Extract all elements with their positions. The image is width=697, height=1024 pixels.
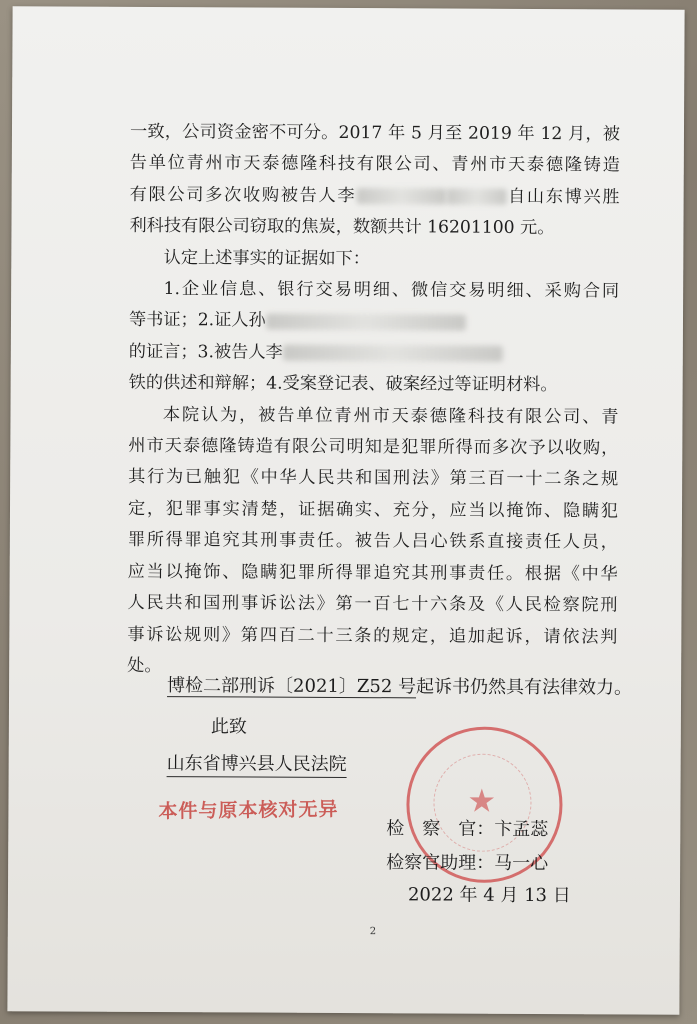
- text-line: 认定上述事实的证据如下：: [163, 247, 371, 269]
- redaction-blur: [266, 314, 466, 331]
- effectiveness-notice: [167, 671, 632, 699]
- prosecutor-signature: 检 察 官：卞孟蕊: [386, 818, 549, 841]
- indictment-number: 博检二部刑诉〔2021〕Z52 号: [167, 675, 417, 698]
- redaction-blur: [283, 345, 503, 362]
- text-line: 人民共和国刑事诉讼法》第一百七十六条及《人民检察院刑: [127, 592, 618, 616]
- page-number: 2: [369, 926, 377, 938]
- text-line: 有限公司多次收购被告人李 自山东博兴胜: [129, 184, 620, 208]
- copy-verification-stamp: 本件与原本核对无异: [158, 798, 339, 823]
- document-body: [127, 117, 620, 685]
- redaction-blur: [446, 189, 506, 205]
- text-line: 的证言；3.被告人李: [129, 337, 619, 371]
- text-line: 本院认为，被告单位青州市天泰德隆科技有限公司、青: [162, 404, 619, 428]
- text-line: 1.企业信息、银行交易明细、微信交易明细、采购合同: [163, 279, 620, 302]
- document-date: 2022 年 4 月 13 日: [407, 884, 571, 907]
- text-line: 事诉讼规则》第四百二十三条的规定，追加起诉，请依法判: [127, 624, 618, 647]
- text-line: 告单位青州市天泰德隆科技有限公司、青州市天泰德隆铸造: [129, 153, 620, 176]
- text-line: 应当以掩饰、隐瞒犯罪所得罪追究其刑事责任。根据《中华: [127, 561, 618, 585]
- text-line: 定，犯罪事实清楚，证据确实、充分，应当以掩饰、隐瞒犯: [127, 498, 619, 522]
- text-line: 一致，公司资金密不可分。2017 年 5 月至 2019 年 12 月，被: [129, 121, 621, 145]
- text-line: 其行为已触犯《中华人民共和国刑法》第三百一十二条之规: [128, 467, 619, 490]
- text-line: 利科技有限公司窃取的焦炭，数额共计 16201100 元。: [129, 216, 555, 239]
- seal-star-icon: ★: [467, 781, 497, 820]
- redaction-blur: [356, 188, 446, 204]
- notice-text: 起诉书仍然具有法律效力。: [415, 676, 633, 699]
- recipient-court: 山东省博兴县人民法院: [167, 749, 347, 778]
- text-line: 罪所得罪追究其刑事责任。被告人吕心铁系直接责任人员，: [127, 530, 618, 553]
- text-line: 铁的供述和辩解；4.受案登记表、破案经过等证明材料。: [128, 373, 558, 396]
- document-page: [7, 6, 684, 1015]
- assistant-signature: 检察官助理：马一心: [386, 852, 549, 875]
- text-line: 州市天泰德隆铸造有限公司明知是犯罪所得而多次予以收购，: [128, 435, 619, 459]
- text-line: 等书证；2.证人孙: [129, 305, 619, 339]
- salutation: 此致: [210, 716, 247, 738]
- text-line: 处。: [127, 655, 162, 676]
